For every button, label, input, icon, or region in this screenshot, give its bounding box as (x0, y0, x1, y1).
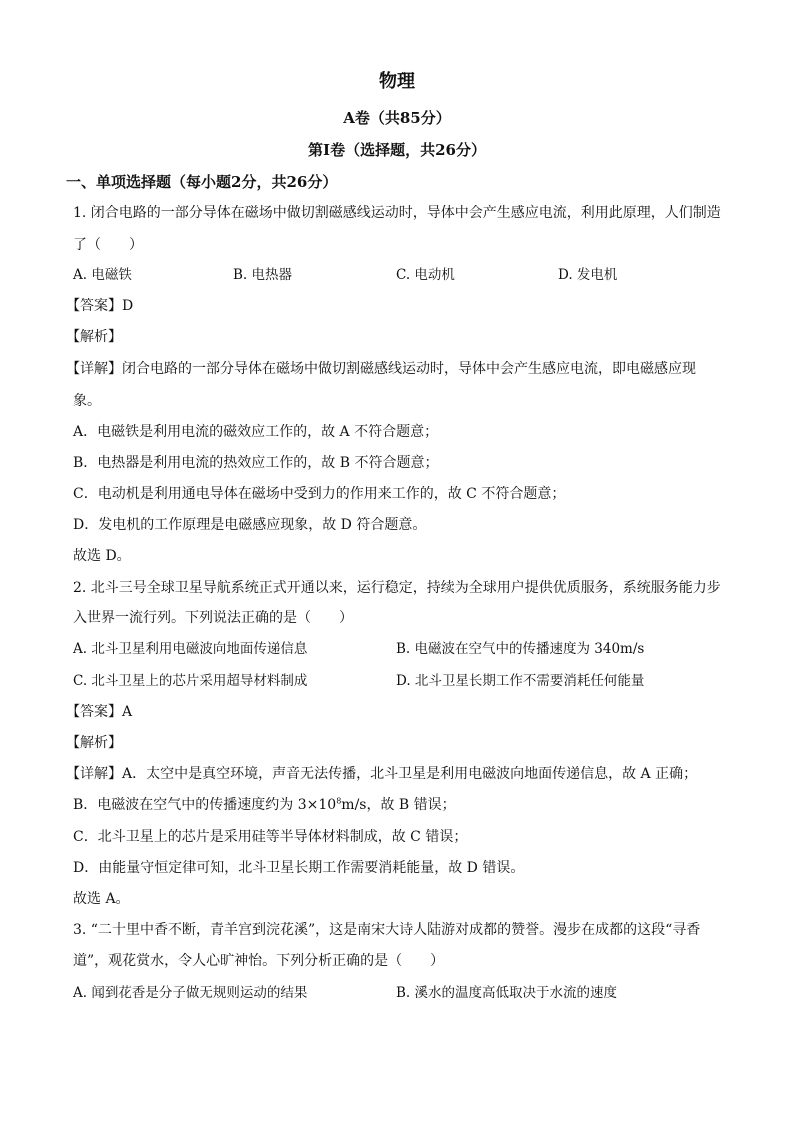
q1-option-a: A. 电磁铁 (73, 267, 132, 283)
q2-detail-d: D．由能量守恒定律可知，北斗卫星长期工作需要消耗能量，故 D 错误。 (73, 860, 525, 876)
q3-stem-line2: 道”，观花赏水，令人心旷神怡。下列分析正确的是（ ） (73, 953, 445, 969)
q2-analysis-label: 【解析】 (66, 735, 122, 751)
q1-option-d: D. 发电机 (558, 267, 618, 283)
q1-detail-b: B．电热器是利用电流的热效应工作的，故 B 不符合题意； (73, 455, 439, 471)
q1-detail-a: A．电磁铁是利用电流的磁效应工作的，故 A 不符合题意； (73, 424, 439, 440)
part-heading: 第Ⅰ卷（选择题，共26分） (308, 141, 486, 159)
q3-stem-line1: 3. “二十里中香不断，青羊宫到浣花溪”，这是南宋大诗人陆游对成都的赞誉。漫步在成都的这段“寻香 (73, 922, 701, 938)
q1-detail-c: C．电动机是利用通电导体在磁场中受到力的作用来工作的，故 C 不符合题意； (73, 486, 566, 502)
page-title: 物理 (379, 71, 415, 92)
q1-detail-line2: 象。 (73, 393, 101, 409)
q3-option-a: A. 闻到花香是分子做无规则运动的结果 (73, 985, 308, 1001)
q2-detail-a: 【详解】A．太空中是真空环境，声音无法传播，北斗卫星是利用电磁波向地面传递信息，故 A 正确； (66, 766, 698, 782)
q2-answer: 【答案】A (66, 704, 133, 720)
q2-detail-b-pre: B．电磁波在空气中的传播速度约为 3×10 (73, 797, 337, 813)
q2-detail-b-exponent: 8 (336, 796, 342, 806)
q1-analysis-label: 【解析】 (66, 329, 122, 345)
q1-stem-line2: 了（ ） (73, 237, 143, 253)
q2-detail-b (73, 795, 456, 815)
q2-detail-b-post: m/s，故 B 错误； (341, 797, 456, 813)
q3-option-b: B. 溪水的温度高低取决于水流的速度 (396, 985, 618, 1001)
volume-heading: A卷（共85分） (343, 109, 451, 127)
q1-answer: 【答案】D (66, 298, 134, 314)
q2-option-d: D. 北斗卫星长期工作不需要消耗任何能量 (396, 673, 645, 689)
q2-conclusion: 故选 A。 (73, 891, 130, 907)
q2-stem-line2: 入世界一流行列。下列说法正确的是（ ） (73, 610, 353, 626)
q2-option-c: C. 北斗卫星上的芯片采用超导材料制成 (73, 673, 308, 689)
q1-detail-line1: 【详解】闭合电路的一部分导体在磁场中做切割磁感线运动时，导体中会产生感应电流，即电磁感应现 (66, 361, 696, 377)
q2-stem-line1: 2. 北斗三号全球卫星导航系统正式开通以来，运行稳定，持续为全球用户提供优质服务，系统服务能力步 (73, 580, 721, 596)
q2-option-a: A. 北斗卫星利用电磁波向地面传递信息 (73, 641, 308, 657)
q1-option-c: C. 电动机 (396, 267, 455, 283)
q2-option-b: B. 电磁波在空气中的传播速度为 340m/s (396, 641, 645, 657)
section-heading: 一、单项选择题（每小题2分，共26分） (66, 173, 338, 191)
q1-detail-d: D．发电机的工作原理是电磁感应现象，故 D 符合题意。 (73, 517, 427, 533)
q1-conclusion: 故选 D。 (73, 548, 131, 564)
q2-detail-c: C．北斗卫星上的芯片是采用硅等半导体材料制成，故 C 错误； (73, 829, 468, 845)
q1-option-b: B. 电热器 (233, 267, 293, 283)
q1-stem-line1: 1. 闭合电路的一部分导体在磁场中做切割磁感线运动时，导体中会产生感应电流，利用此原理，人们制造 (73, 205, 721, 221)
